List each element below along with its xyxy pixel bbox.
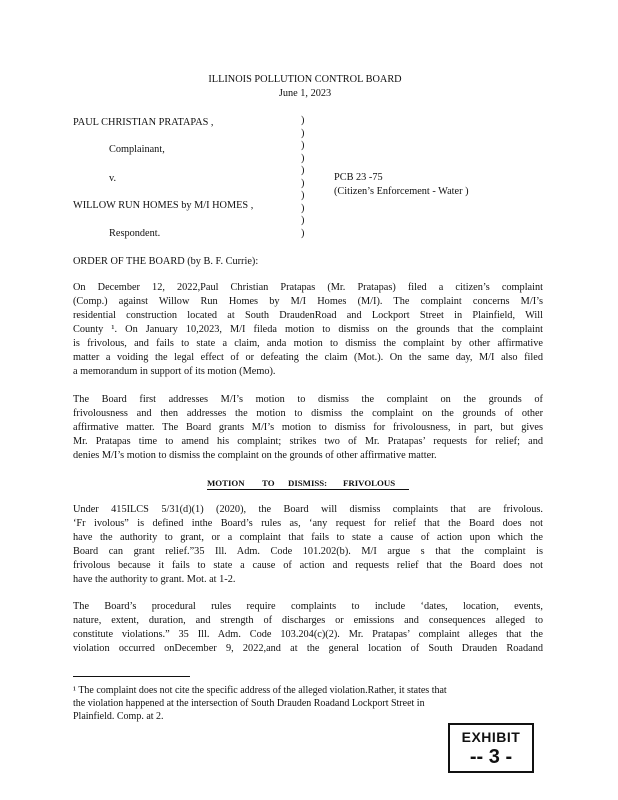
section-heading: MOTION TO DISMISS: FRIVOLOUS xyxy=(207,478,409,490)
footnote-divider xyxy=(73,676,190,677)
caption-parentheses: ) ) ) ) ) ) ) ) ) ) xyxy=(301,115,305,239)
respondent-name: WILLOW RUN HOMES by M/I HOMES , xyxy=(73,200,254,211)
case-number: PCB 23 -75 xyxy=(334,172,383,183)
paragraph-intro: On December 12, 2022,Paul Christian Pratapas (Mr. Pratapas) filed a citizen’s complaint (Comp.) against Willow Run Homes by M/I Homes (M/I). The complaint concerns M/I’s residential construction located at South DraudenRoad and Lockport Street in Plainfield, Will County ¹. On January 10,2023, M/I fileda motion to dismiss on the grounds that the complaint is frivolous, and fails to state a claim, anda motion to dismiss the complaint by other affirmative matter a voiding the legal effect of or defeating the claim (Mot.). On the same day, M/I also filed a memorandum in support of its motion (Memo). xyxy=(73,282,543,377)
complainant-role: Complainant, xyxy=(109,144,165,155)
paragraph-frivolous-standard: Under 415ILCS 5/31(d)(1) (2020), the Board will dismiss complaints that are frivolous. ‘Fr ivolous” is defined inthe Board’s rules as, ‘any request for relief that the Board does not have the authority to grant, or a complaint that fails to state a cause of action upon which the Board can grant relief.”35 Ill. Adm. Code 101.202(b). M/I argue s that the complaint is frivolous because it fails to state a cause of action and requests relief that the Board does not have the authority to grant. Mot. at 1-2. xyxy=(73,504,543,585)
order-line: ORDER OF THE BOARD (by B. F. Currie): xyxy=(73,256,259,267)
paragraph-procedural-rules: The Board’s procedural rules require complaints to include ‘dates, location, events, nature, extent, duration, and strength of discharges or emissions and consequences alleged to constitute violations.” 35 Ill. Adm. Code 103.204(c)(2). Mr. Pratapas’ complaint alleges that the violation occurred onDecember 9, 2022,and at the general location of South Drauden Roadand xyxy=(73,601,543,654)
case-type: (Citizen’s Enforcement - Water ) xyxy=(334,186,469,197)
exhibit-label: EXHIBIT xyxy=(461,729,521,745)
exhibit-stamp xyxy=(448,723,534,773)
footnote: ¹ The complaint does not cite the specific address of the alleged violation.Rather, it states that the violation happened at the intersection of South Drauden Roadand Lockport Street in Plainfield. Comp. at 2. xyxy=(73,685,447,722)
board-title: ILLINOIS POLLUTION CONTROL BOARD xyxy=(208,74,402,85)
exhibit-number: -- 3 - xyxy=(469,746,513,768)
paragraph-summary: The Board first addresses M/I’s motion to dismiss the complaint on the grounds of frivolousness and then addresses the motion to dismiss the complaint on the grounds of other affirmative matter. The Board grants M/I’s motion to dismiss for frivolousness, in part, but gives Mr. Pratapas time to amend his complaint; strikes two of Mr. Pratapas’ requests for relief; and denies M/I’s motion to dismiss the complaint on the grounds of other affirmative matter. xyxy=(73,394,543,461)
order-date: June 1, 2023 xyxy=(278,88,332,99)
respondent-role: Respondent. xyxy=(109,228,161,239)
complainant-name: PAUL CHRISTIAN PRATAPAS , xyxy=(73,117,214,128)
versus: v. xyxy=(109,173,117,184)
